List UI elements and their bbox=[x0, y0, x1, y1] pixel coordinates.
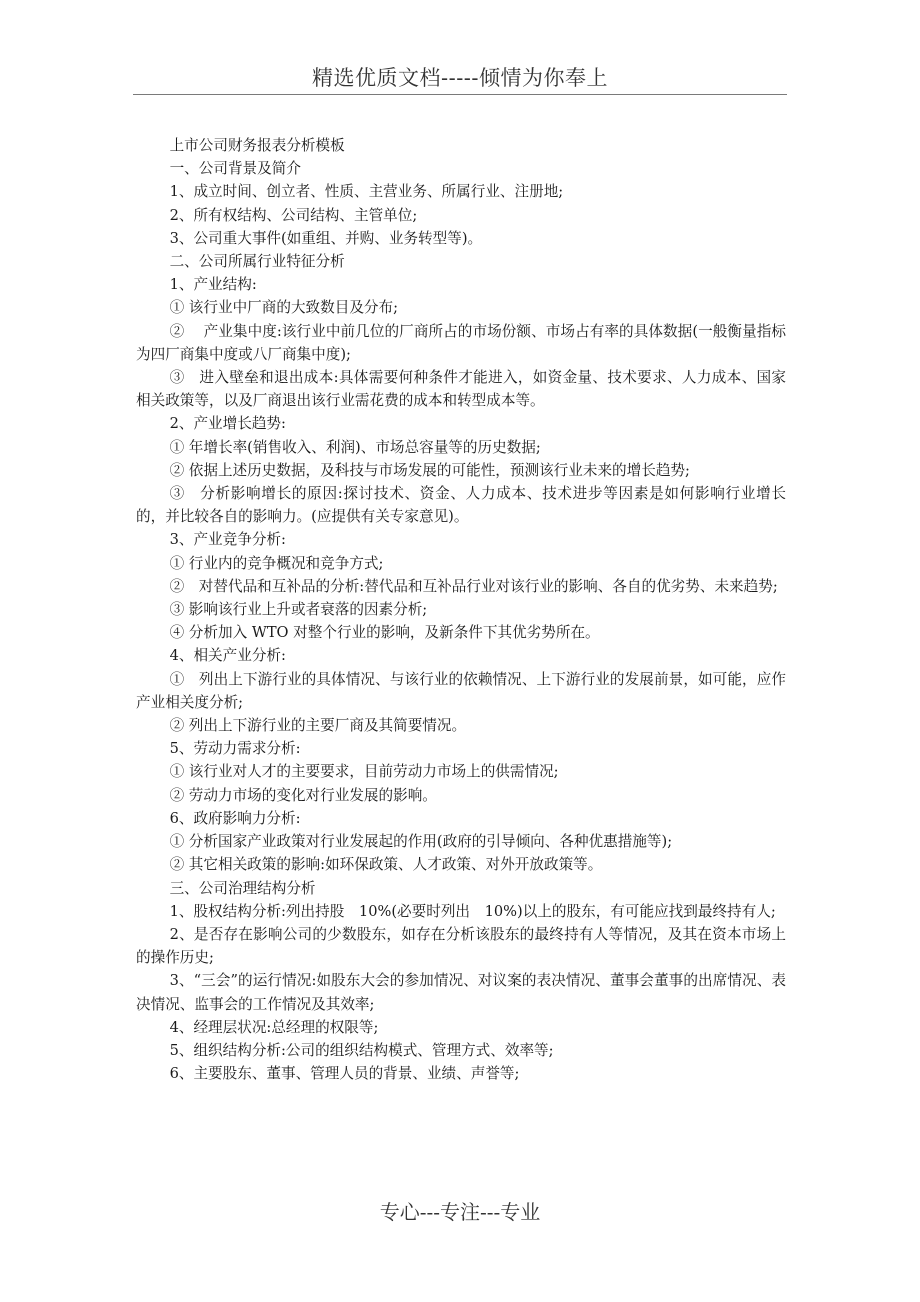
paragraph: ③ 分析影响增长的原因:探讨技术、资金、人力成本、技术进步等因素是如何影响行业增长的，并比较各自的影响力。(应提供有关专家意见)。 bbox=[136, 485, 786, 526]
subsection-heading: 3、产业竞争分析: bbox=[169, 531, 286, 549]
paragraph: 1、成立时间、创立者、性质、主营业务、所属行业、注册地; bbox=[169, 183, 564, 201]
page-header: 精选优质文档-----倾情为你奉上 bbox=[312, 66, 608, 90]
paragraph: ③ 进入壁垒和退出成本:具体需要何种条件才能进入，如资金量、技术要求、人力成本、国家相关政策等，以及厂商退出该行业需花费的成本和转型成本等。 bbox=[136, 369, 786, 410]
subsection-heading: 2、产业增长趋势: bbox=[169, 415, 286, 433]
paragraph: 3、公司重大事件(如重组、并购、业务转型等)。 bbox=[169, 229, 483, 247]
paragraph: ① 年增长率(销售收入、利润)、市场总容量等的历史数据; bbox=[169, 438, 541, 456]
section-heading: 二、公司所属行业特征分析 bbox=[169, 253, 345, 271]
subsection-heading: 5、劳动力需求分析: bbox=[169, 740, 301, 758]
paragraph: ② 对替代品和互补品的分析:替代品和互补品行业对该行业的影响、各自的优劣势、未来趋势; bbox=[169, 577, 778, 595]
subsection-heading: 6、政府影响力分析: bbox=[169, 809, 301, 827]
page-footer: 专心---专注---专业 bbox=[379, 1200, 541, 1224]
paragraph: ③ 影响该行业上升或者衰落的因素分析; bbox=[169, 601, 428, 619]
paragraph: 2、所有权结构、公司结构、主管单位; bbox=[169, 206, 418, 224]
paragraph: 3、“三会”的运行情况:如股东大会的参加情况、对议案的表决情况、董事会董事的出席情况、表决情况、监事会的工作情况及其效率; bbox=[136, 972, 786, 1013]
paragraph: 6、主要股东、董事、管理人员的背景、业绩、声誉等; bbox=[169, 1065, 520, 1083]
section-heading: 三、公司治理结构分析 bbox=[169, 879, 316, 897]
paragraph: ① 列出上下游行业的具体情况、与该行业的依赖情况、上下游行业的发展前景，如可能，应作产业相关度分析; bbox=[136, 670, 786, 711]
paragraph: ② 列出上下游行业的主要厂商及其简要情况。 bbox=[169, 717, 467, 735]
paragraph: ② 其它相关政策的影响:如环保政策、人才政策、对外开放政策等。 bbox=[169, 856, 603, 874]
doc-title: 上市公司财务报表分析模板 bbox=[169, 137, 345, 154]
paragraph: ② 劳动力市场的变化对行业发展的影响。 bbox=[169, 786, 437, 804]
document-body bbox=[136, 134, 786, 1085]
paragraph: 1、股权结构分析:列出持股 10%(必要时列出 10%)以上的股东，有可能应找到最终持有人; bbox=[169, 902, 776, 920]
paragraph: ② 产业集中度:该行业中前几位的厂商所占的市场份额、市场占有率的具体数据(一般衡量指标为四厂商集中度或八厂商集中度); bbox=[136, 322, 786, 363]
paragraph: ④ 分析加入 WTO 对整个行业的影响，及新条件下其优劣势所在。 bbox=[169, 624, 600, 642]
paragraph: ① 分析国家产业政策对行业发展起的作用(政府的引导倾向、各种优惠措施等); bbox=[169, 833, 673, 851]
paragraph: 2、是否存在影响公司的少数股东，如存在分析该股东的最终持有人等情况，及其在资本市场上的操作历史; bbox=[136, 925, 786, 967]
paragraph: ① 该行业对人才的主要要求，目前劳动力市场上的供需情况; bbox=[169, 763, 559, 781]
header-divider bbox=[133, 94, 787, 95]
section-heading: 一、公司背景及简介 bbox=[169, 160, 301, 178]
paragraph: 5、组织结构分析:公司的组织结构模式、管理方式、效率等; bbox=[169, 1041, 554, 1059]
subsection-heading: 1、产业结构: bbox=[169, 276, 257, 294]
subsection-heading: 4、相关产业分析: bbox=[169, 647, 286, 665]
paragraph: ② 依据上述历史数据，及科技与市场发展的可能性，预测该行业未来的增长趋势; bbox=[169, 461, 690, 479]
paragraph: ① 行业内的竞争概况和竞争方式; bbox=[169, 554, 384, 572]
paragraph: ① 该行业中厂商的大致数目及分布; bbox=[169, 299, 399, 317]
paragraph: 4、经理层状况:总经理的权限等; bbox=[169, 1018, 379, 1036]
